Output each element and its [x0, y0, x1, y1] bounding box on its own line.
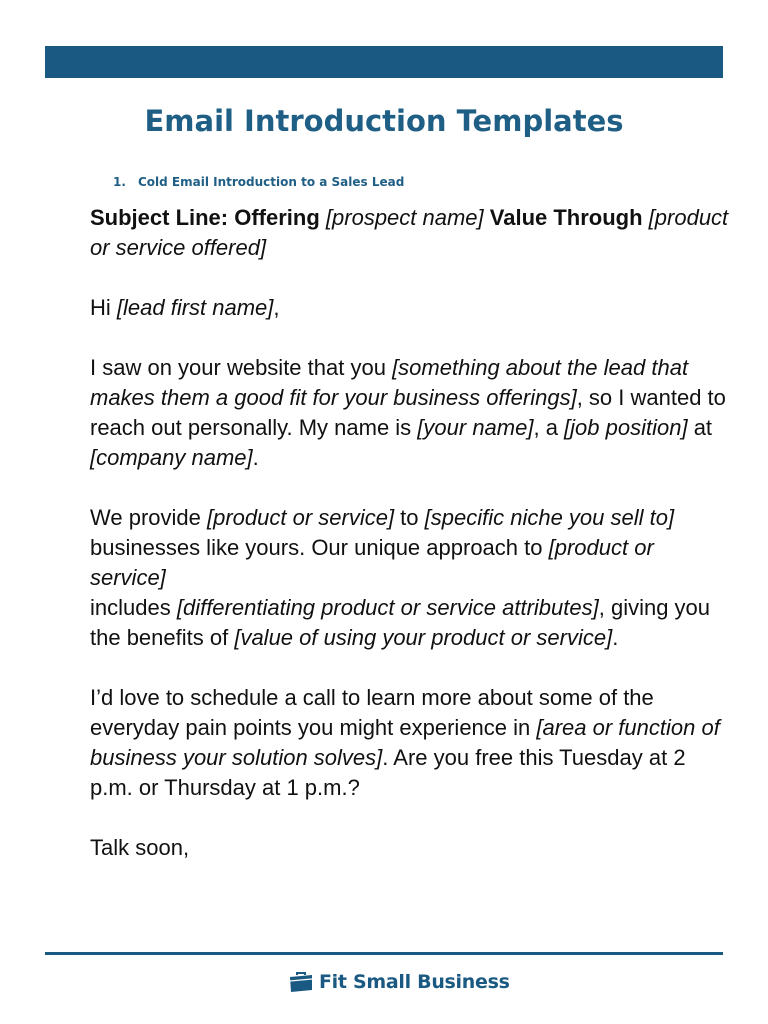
greeting-text: Hi — [90, 295, 117, 320]
paragraph-offer — [90, 503, 730, 653]
placeholder: [job position] — [564, 415, 688, 440]
placeholder-product-offered: [product or service offered] — [90, 205, 729, 260]
footer-logo — [288, 966, 510, 998]
placeholder: [something about the lead that makes them a good fit for your business offerings] — [90, 355, 689, 410]
section-number: 1. — [113, 175, 126, 189]
text: I saw on your website that you — [90, 355, 393, 380]
placeholder: [company name] — [90, 445, 253, 470]
section-title: Cold Email Introduction to a Sales Lead — [138, 175, 405, 189]
closing: Talk soon, — [90, 835, 190, 860]
text: , giving you the benefits of — [90, 595, 711, 650]
text: , so I wanted to reach out personally. My name is — [90, 385, 726, 440]
placeholder: [area or function of business your solution solves] — [90, 715, 720, 770]
paragraph-intro — [90, 353, 730, 473]
brand-name: Fit Small Business — [319, 971, 510, 993]
text: . — [612, 625, 619, 650]
text: , a — [533, 415, 565, 440]
placeholder: [specific niche you sell to] — [424, 505, 675, 530]
briefcase-icon — [288, 971, 314, 993]
text: I’d love to schedule a call to learn more about some of the everyday pain points you might experience in — [90, 685, 654, 740]
text: . — [252, 445, 259, 470]
email-body — [90, 203, 730, 893]
text: We provide — [90, 505, 207, 530]
text: businesses like yours. Our unique approach to — [90, 535, 549, 560]
placeholder: [product or service] — [90, 535, 654, 590]
subject-line — [90, 203, 730, 263]
text: . Are you free this Tuesday at 2 p.m. or Thursday at 1 p.m.? — [90, 745, 686, 800]
placeholder: [product or service] — [206, 505, 395, 530]
greeting-comma: , — [273, 295, 280, 320]
header-bar — [45, 46, 723, 78]
section-heading — [113, 175, 404, 189]
subject-label: Subject Line: Offering — [90, 205, 326, 230]
page-title: Email Introduction Templates — [144, 104, 624, 138]
footer-divider — [45, 952, 723, 955]
subject-mid: Value Through — [483, 205, 649, 230]
placeholder: [your name] — [417, 415, 534, 440]
text: includes — [90, 595, 177, 620]
placeholder: [value of using your product or service] — [234, 625, 613, 650]
placeholder-prospect-name: [prospect name] — [325, 205, 484, 230]
placeholder: [differentiating product or service attributes] — [176, 595, 599, 620]
paragraph-call — [90, 683, 730, 803]
text: at — [687, 415, 713, 440]
placeholder-lead-first-name: [lead first name] — [116, 295, 274, 320]
greeting — [90, 293, 730, 323]
text: to — [394, 505, 425, 530]
